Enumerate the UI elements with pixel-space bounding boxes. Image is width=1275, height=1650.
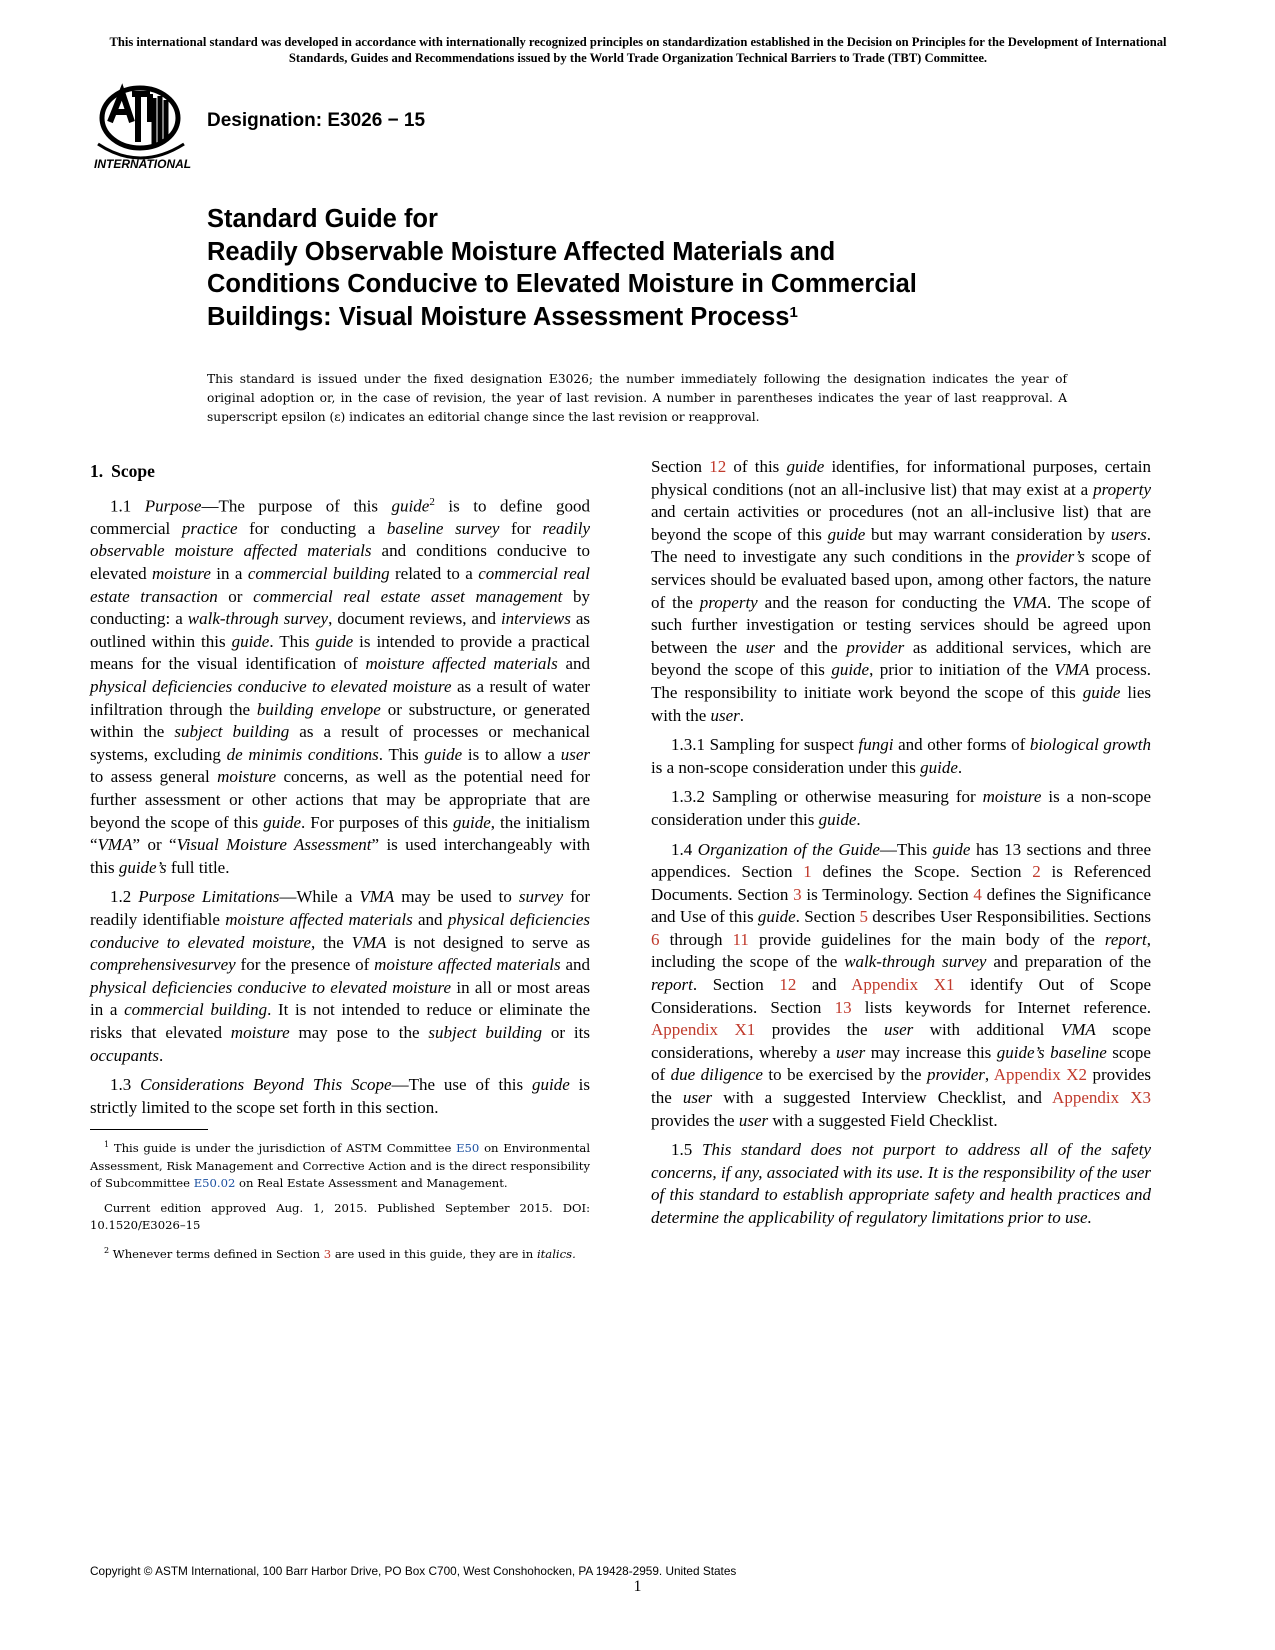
title-line-4: Buildings: Visual Moisture Assessment Process$^1$ (207, 302, 798, 331)
section-13-link[interactable]: 13 (834, 997, 852, 1017)
left-column (90, 456, 590, 1270)
section-heading: 1. Scope (90, 461, 155, 481)
section-3-link[interactable]: 3 (793, 884, 802, 904)
section-6-link[interactable]: 6 (651, 929, 660, 949)
committee-link[interactable]: E50 (456, 1141, 480, 1156)
appendix-x1-link[interactable]: Appendix X1 (851, 975, 955, 995)
title-line-3: Conditions Conducive to Elevated Moisture in Commercial (207, 270, 917, 298)
copyright-notice: Copyright © ASTM International, 100 Barr Harbor Drive, PO Box C700, West Conshohocken, PA 19428-2959. United States (90, 1564, 737, 1578)
section-2-link[interactable]: 2 (1032, 862, 1041, 882)
footnote-edition: Current edition approved Aug. 1, 2015. Published September 2015. DOI: 10.1520/E3026–15 (90, 1200, 590, 1233)
paragraph-1-1: 1.1 Purpose—The purpose of this guide$^2$ is to define good commercial practice for conducting a baseline survey for readily observable moisture affected materials and conditions conducive to elevated moisture in a commercial building related to a commercial real estate transaction or commercial real estate asset management by conducting: a walk-through survey, document reviews, and interviews as outlined within this guide. This guide is intended to provide a practical means for the visual identification of moisture affected materials and physical deficiencies conducive to elevated moisture as a result of water infiltration through the building envelope or substructure, or generated within the subject building as a result of processes or mechanical systems, excluding de minimis conditions. This guide is to allow a user to assess general moisture concerns, as well as the potential need for further assessment or other actions that may be appropriate that are beyond the scope of this guide. For purposes of this guide, the initialism “VMA” or “Visual Moisture Assessment” is used interchangeably with this guide’s full title. (90, 495, 591, 877)
logo-wordmark: INTERNATIONAL (94, 157, 192, 171)
section-3-link[interactable]: 3 (323, 1246, 332, 1261)
header-notice: This international standard was developed in accordance with internationally recognized principles on standardization established in the Decision on Principles for the Development of International Standards, Guides and Recommendations issued by the World Trade Organization Technical Barriers to Trade (TBT) Committee. (109, 35, 1167, 65)
document-title (207, 203, 1107, 333)
footnote-divider (90, 1129, 208, 1130)
title-footnote-mark[interactable]: 1 (789, 303, 798, 321)
paragraph-1-5: 1.5 This standard does not purport to address all of the safety concerns, if any, associated with its use. It is the responsibility of the user of this standard to establish appropriate safety and health practices and determine the applicability of regulatory limitations prior to use. (651, 1140, 1151, 1227)
paragraph-1-3-continued: Section 12 of this guide identifies, for informational purposes, certain physical conditions (not an all-inclusive list) that may exist at a property and certain activities or procedures (not an all-inclusive list) that are beyond the scope of this guide but may warrant consideration by users. The need to investigate any such conditions in the provider’s scope of services should be evaluated based upon, among other factors, the nature of the property and the reason for conducting the VMA. The scope of such further investigation or testing services should be agreed upon between the user and the provider as additional services, which are beyond the scope of this guide, prior to initiation of the VMA process. The responsibility to initiate work beyond the scope of this guide lies with the user. (651, 457, 1151, 725)
appendix-x2-link[interactable]: Appendix X2 (993, 1065, 1087, 1085)
right-column (651, 456, 1151, 1237)
section-5-link[interactable]: 5 (859, 907, 868, 927)
designation: Designation: E3026 − 15 (207, 110, 426, 131)
title-line-2: Readily Observable Moisture Affected Materials and (207, 237, 836, 266)
footnote-1: $^1$ This guide is under the jurisdiction of ASTM Committee E50 on Environmental Assessment, Risk Management and Corrective Action and is the direct responsibility of Subcommittee E50.02 on Real Estate Assessment and Management. (90, 1140, 591, 1191)
issue-note: This standard is issued under the fixed designation E3026; the number immediately following the designation indicates the year of original adoption or, in the case of revision, the year of last revision. A number in parentheses indicates the year of last reapproval. A superscript epsilon (ε) indicates an editorial change since the last revision or reapproval. (207, 372, 1067, 424)
footnote-2: $^2$ Whenever terms defined in Section 3 are used in this guide, they are in italics. (104, 1245, 576, 1261)
astm-logo-icon (88, 82, 198, 172)
page-number: 1 (633, 1578, 642, 1595)
subcommittee-link[interactable]: E50.02 (193, 1176, 236, 1191)
section-11-link[interactable]: 11 (732, 929, 749, 949)
paragraph-1-3: 1.3 Considerations Beyond This Scope—The use of this guide is strictly limited to the scope set forth in this section. (90, 1075, 590, 1117)
paragraph-1-2: 1.2 Purpose Limitations—While a VMA may be used to survey for readily identifiable moisture affected materials and physical deficiencies conducive to elevated moisture, the VMA is not designed to serve as comprehensivesurvey for the presence of moisture affected materials and physical deficiencies conducive to elevated moisture in all or most areas in a commercial building. It is not intended to reduce or eliminate the risks that elevated moisture may pose to the subject building or its occupants. (90, 887, 591, 1065)
section-12-link[interactable]: 12 (709, 457, 727, 476)
section-4-link[interactable]: 4 (973, 884, 982, 904)
paragraph-1-4: 1.4 Organization of the Guide—This guide has 13 sections and three appendices. Section 1 defines the Scope. Section 2 is Referenced Documents. Section 3 is Terminology. Section 4 defines the Significance and Use of this guide. Section 5 describes User Responsibilities. Sections 6 through 11 provide guidelines for the main body of the report, including the scope of the walk-through survey and preparation of the report. Section 12 and Appendix X1 identify Out of Scope Considerations. Section 13 lists keywords for Internet reference. Appendix X1 provides the user with additional VMA scope considerations, whereby a user may increase this guide’s baseline scope of due diligence to be exercised by the provider, Appendix X2 provides the user with a suggested Interview Checklist, and Appendix X3 provides the user with a suggested Field Checklist. (651, 839, 1152, 1130)
paragraph-1-3-1: 1.3.1 Sampling for suspect fungi and other forms of biological growth is a non-scope consideration under this guide. (651, 735, 1151, 777)
section-1-link[interactable]: 1 (803, 862, 812, 882)
title-line-1: Standard Guide for (207, 205, 438, 233)
section-12-link[interactable]: 12 (779, 975, 797, 995)
appendix-x3-link[interactable]: Appendix X3 (1052, 1088, 1151, 1108)
appendix-x1-link[interactable]: Appendix X1 (651, 1020, 756, 1040)
paragraph-1-3-2: 1.3.2 Sampling or otherwise measuring for moisture is a non-scope consideration under this guide. (651, 787, 1151, 829)
astm-international-logo (88, 82, 198, 172)
